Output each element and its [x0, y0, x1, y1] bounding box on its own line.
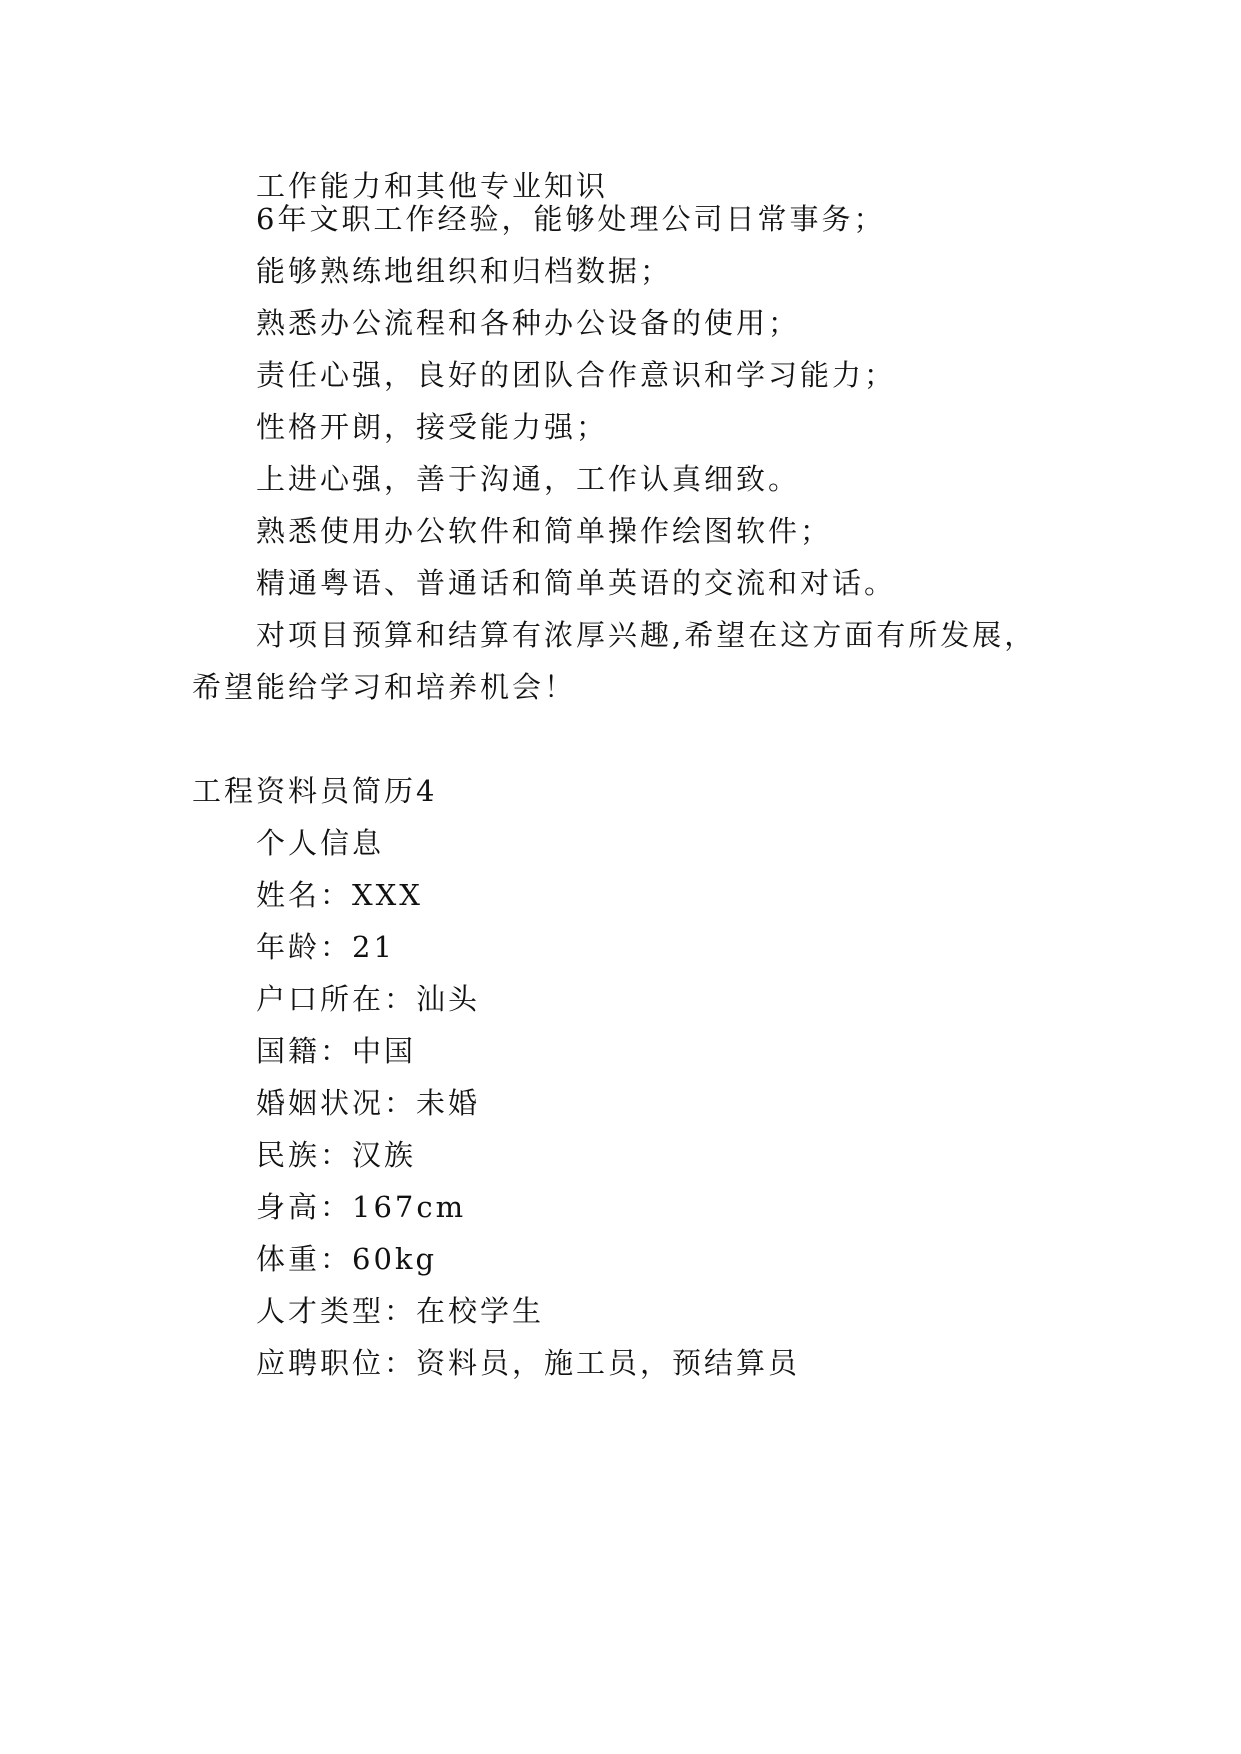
- info-line-position: 应聘职位：资料员，施工员，预结算员: [256, 1346, 801, 1380]
- info-line-ethnicity: 民族：汉族: [256, 1138, 417, 1172]
- paragraph-continuation: 希望能给学习和培养机会！: [192, 670, 577, 704]
- info-line-weight: 体重：60kg: [256, 1242, 438, 1276]
- info-line-name: 姓名：XXX: [256, 878, 423, 912]
- info-line-talent-type: 人才类型：在校学生: [256, 1294, 545, 1328]
- paragraph-line: 熟悉办公流程和各种办公设备的使用；: [256, 306, 801, 340]
- skills-heading: 工作能力和其他专业知识: [256, 169, 609, 203]
- personal-info-heading: 个人信息: [256, 826, 385, 860]
- paragraph-line: 精通粤语、普通话和简单英语的交流和对话。: [256, 566, 897, 600]
- paragraph-line: 责任心强，良好的团队合作意识和学习能力；: [256, 358, 897, 392]
- paragraph-line: 能够熟练地组织和归档数据；: [256, 254, 673, 288]
- paragraph-line: 熟悉使用办公软件和简单操作绘图软件；: [256, 514, 833, 548]
- info-line-hukou: 户口所在：汕头: [256, 982, 481, 1016]
- paragraph-line: 上进心强，善于沟通，工作认真细致。: [256, 462, 801, 496]
- info-line-height: 身高：167cm: [256, 1190, 467, 1224]
- section-heading: 工程资料员简历4: [192, 774, 438, 808]
- paragraph-line: 对项目预算和结算有浓厚兴趣,希望在这方面有所发展，: [256, 618, 1037, 652]
- info-line-marital: 婚姻状况：未婚: [256, 1086, 481, 1120]
- info-line-nationality: 国籍：中国: [256, 1034, 417, 1068]
- paragraph-line: 6年文职工作经验，能够处理公司日常事务；: [256, 202, 886, 236]
- paragraph-line: 性格开朗，接受能力强；: [256, 410, 609, 444]
- info-line-age: 年龄：21: [256, 930, 395, 964]
